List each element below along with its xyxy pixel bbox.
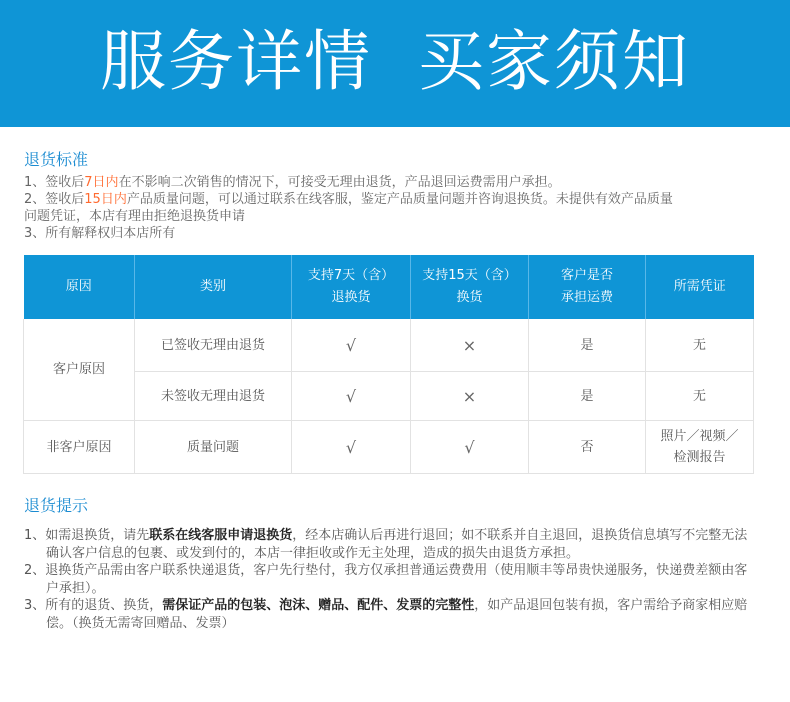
category-cell: 已签收无理由退货 — [135, 319, 292, 372]
freight-cell: 是 — [529, 319, 646, 372]
proof-cell: 照片／视频／ 检测报告 — [646, 421, 754, 474]
freight-cell: 是 — [529, 372, 646, 421]
table-row — [24, 421, 754, 474]
return-tips-title: 退货提示 — [24, 496, 89, 515]
return-standard-text — [24, 174, 764, 242]
cross-mark: × — [411, 372, 529, 421]
cross-mark: × — [411, 319, 529, 372]
proof-cell: 无 — [646, 372, 754, 421]
standard-line-4: 3、所有解释权归本店所有 — [24, 226, 176, 241]
standard-line-2: 2、签收后15日内产品质量问题，可以通过联系在线客服，鉴定产品质量问题并咨询退换货。未提供有效产品质量 — [24, 192, 673, 207]
tip-item: 1、如需退换货，请先联系在线客服申请退换货，经本店确认后再进行退回；如不联系并自主退回，退换货信息填写不完整无法确认客户信息的包裹、或发到付的，本店一律拒收或作无主处理，造成的损失由退货方承担。 — [24, 528, 748, 561]
proof-cell: 无 — [646, 319, 754, 372]
reason-cell: 非客户原因 — [24, 421, 135, 474]
return-standard-title: 退货标准 — [24, 150, 89, 169]
category-cell: 质量问题 — [135, 421, 292, 474]
header-proof: 所需凭证 — [646, 255, 754, 319]
header-category: 类别 — [135, 255, 292, 319]
return-policy-table — [23, 255, 754, 474]
check-mark: √ — [292, 319, 411, 372]
category-cell: 未签收无理由退货 — [135, 372, 292, 421]
check-mark: √ — [292, 421, 411, 474]
banner-title: 服务详情 买家须知 — [100, 23, 690, 100]
header-reason: 原因 — [24, 255, 135, 319]
return-tips-list — [24, 527, 754, 632]
check-mark: √ — [411, 421, 529, 474]
tip-item: 2、退换货产品需由客户联系快递退货，客户先行垫付，我方仅承担普通运费费用（使用顺丰等昂贵快递服务，快递费差额由客户承担）。 — [24, 563, 748, 596]
freight-cell: 否 — [529, 421, 646, 474]
table-header-row — [24, 255, 754, 319]
check-mark: √ — [292, 372, 411, 421]
standard-line-3: 问题凭证，本店有理由拒绝退换货申请 — [24, 209, 246, 224]
header-banner — [0, 0, 790, 127]
reason-cell: 客户原因 — [24, 319, 135, 421]
header-15day: 支持15天（含） 换货 — [411, 255, 529, 319]
header-freight: 客户是否 承担运费 — [529, 255, 646, 319]
table-row — [24, 319, 754, 372]
standard-line-1: 1、签收后7日内在不影响二次销售的情况下，可接受无理由退货，产品退回运费需用户承担。 — [24, 175, 561, 190]
tip-item: 3、所有的退货、换货，需保证产品的包装、泡沫、赠品、配件、发票的完整性，如产品退回包装有损，客户需给予商家相应赔偿。（换货无需寄回赠品、发票） — [24, 598, 748, 631]
header-7day: 支持7天（含） 退换货 — [292, 255, 411, 319]
